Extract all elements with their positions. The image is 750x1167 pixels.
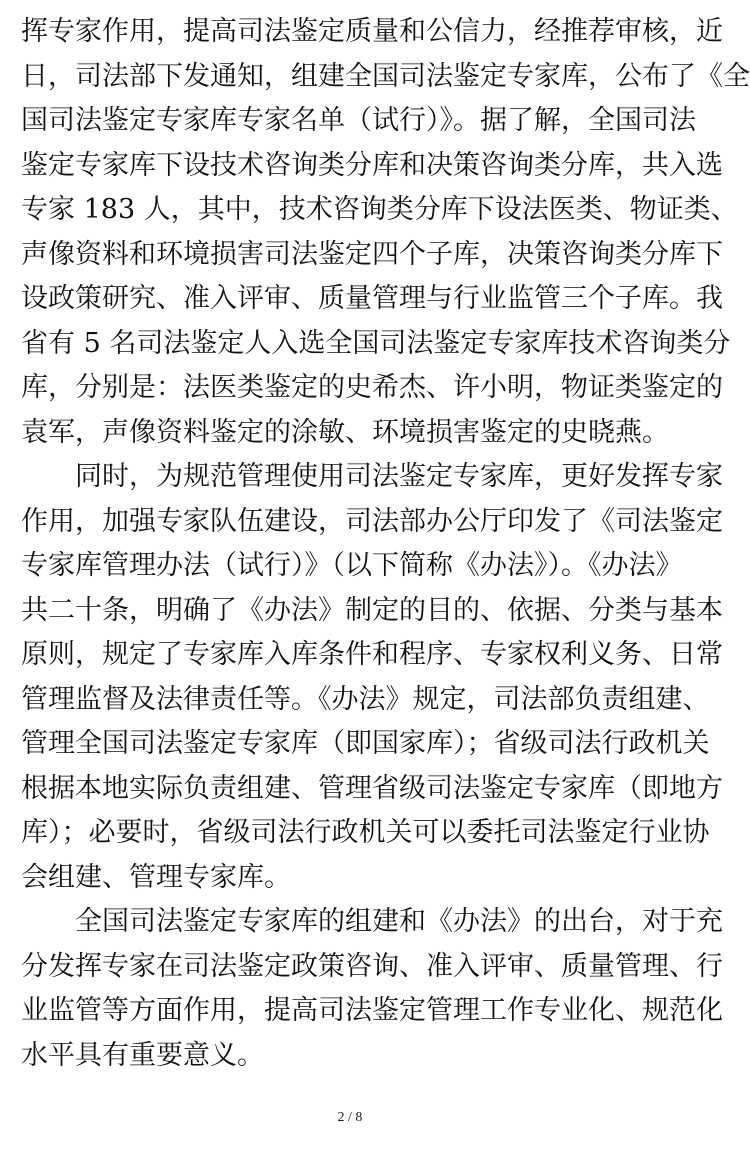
text-line: 管理全国司法鉴定专家库（即国家库）；省级司法行政机关 [21,728,710,759]
text-line: 挥专家作用，提高司法鉴定质量和公信力，经推荐审核，近 [21,16,723,47]
text-line: 鉴定专家库下设技术咨询类分库和决策咨询类分库，共入选 [21,149,723,181]
text-line: 专家库管理办法（试行）》（以下简称《办法》）。《办法》 [21,550,683,581]
text-line: 作用，加强专家队伍建设，司法部办公厅印发了《司法鉴定 [21,505,723,537]
text-line: 管理监督及法律责任等。《办法》规定，司法部负责组建、 [21,683,710,715]
text-line: 会组建、管理专家库。 [21,861,291,893]
text-line: 原则，规定了专家库入库条件和程序、专家权利义务、日常 [21,639,723,670]
text-line: 国司法鉴定专家库专家名单（试行）》。据了解，全国司法 [21,105,696,136]
paragraph [21,10,750,455]
text-line: 日，司法部下发通知，组建全国司法鉴定专家库，公布了《全 [21,60,750,92]
document-body [21,10,750,1078]
text-line: 同时，为规范管理使用司法鉴定专家库，更好发挥专家 [75,461,723,492]
text-line: 分发挥专家在司法鉴定政策咨询、准入评审、质量管理、行 [21,950,723,982]
page-number: 2 / 8 [337,1110,363,1125]
text-line: 袁军，声像资料鉴定的涂敏、环境损害鉴定的史晓燕。 [21,416,669,448]
paragraph [21,900,723,1078]
text-line: 全国司法鉴定专家库的组建和《办法》的出台，对于充 [75,906,723,937]
text-line: 省有 5 名司法鉴定人入选全国司法鉴定专家库技术咨询类分 [21,327,731,359]
text-line: 库，分别是：法医类鉴定的史希杰、许小明，物证类鉴定的 [21,372,723,403]
paragraph [21,455,723,900]
text-line: 水平具有重要意义。 [21,1039,264,1071]
text-line: 设政策研究、准入评审、质量管理与行业监管三个子库。我 [21,283,723,314]
text-line: 声像资料和环境损害司法鉴定四个子库，决策咨询类分库下 [21,238,723,270]
text-line: 业监管等方面作用，提高司法鉴定管理工作专业化、规范化 [21,995,723,1026]
text-line: 专家 183 人，其中，技术咨询类分库下设法医类、物证类、 [21,194,738,225]
text-line: 根据本地实际负责组建、管理省级司法鉴定专家库（即地方 [21,772,723,804]
text-line: 共二十条，明确了《办法》制定的目的、依据、分类与基本 [21,594,723,626]
text-line: 库）；必要时，省级司法行政机关可以委托司法鉴定行业协 [21,817,710,848]
